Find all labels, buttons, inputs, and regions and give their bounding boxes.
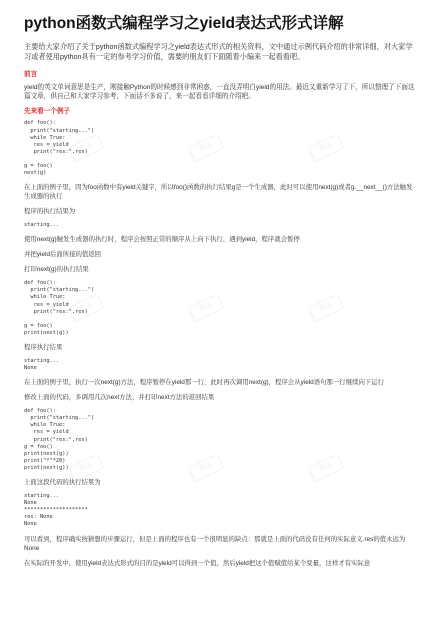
watermark: 课课: [68, 294, 104, 322]
explanation-paragraph: 可以看到，程序确实按猜想的步骤运行，但是上面的程序也有一个很明显的缺点：那就是上面的代码没有任何的实际意义.res的值永远为None: [24, 535, 406, 552]
watermark: 课课: [188, 294, 224, 322]
watermark: 课课: [308, 294, 344, 322]
code-block-3: def foo(): print("starting...") while True: res = yield print("res:",res) g = foo() print(next(g)) print("*"*20) print(next(g)): [24, 408, 95, 471]
output-block-1: starting...: [24, 222, 60, 229]
explanation-paragraph: 在实际的开发中，使用yield表达式形式的目的是yield可以得到一个值，然后yield把这个值赋值给某个变量，这样才有实际意: [24, 559, 371, 567]
watermark: 课课: [188, 454, 224, 482]
section-heading-first-example: 先来看一个例子: [24, 108, 71, 116]
article-intro: 主要给大家介绍了关于python函数式编程学习之yield表达式形式的相关资料，文中通过示例代码介绍的非常详细，对大家学习或者使用python具有一定的参考学习价值，需要的朋友们下面随着小编来一起看看吧。: [24, 42, 413, 61]
explanation-paragraph: 使用next(g)触发生成器的执行时，程序会按照正常的顺序从上向下执行，遇到yield，程序就会暂停: [24, 236, 300, 244]
code-block-1: def foo(): print("starting...") while True: res = yield print("res:",res) g = foo() next(g): [24, 120, 95, 177]
article: [24, 14, 416, 574]
watermark: 课课: [308, 134, 344, 162]
output-block-2: starting... None: [24, 358, 60, 372]
watermark: 课课: [308, 454, 344, 482]
result-label: 程序执行结果: [24, 344, 63, 351]
explanation-paragraph: 在上面的例子里，执行一次next(g)方法，程序暂停在yield那一行，此时再次调用next(g)，程序会从yield语句那一行继续向下运行: [24, 379, 385, 387]
explanation-paragraph: 修改上面的代码，多调用几次next方法，并打印next方法的返回结果: [24, 394, 215, 402]
preface-paragraph: yield的英文单词意思是生产，刚接触Python的时候感到非常困惑，一直没弄明白yield的用法。最近又重新学习了下，所以整理了下面这篇文章，供自己和大家学习参考，下面话不多说了，来一起看看详细的介绍吧。: [24, 84, 415, 101]
result-label: 上面这段代码的执行结果为: [24, 479, 101, 487]
explanation-paragraph: 打印next(g)的执行结果: [24, 266, 89, 274]
watermark: 课课: [68, 134, 104, 162]
section-heading-preface: 前言: [24, 71, 38, 78]
watermark: 课课: [68, 454, 104, 482]
article-title: python函数式编程学习之yield表达式形式详解: [24, 15, 344, 32]
code-block-2: def foo(): print("starting...") while True: res = yield print("res:",res) g = foo() print(next(g)): [24, 280, 95, 336]
explanation-paragraph: 在上面的例子里，因为foo函数中有yield关键字，所以foo()函数的执行结果g是一个生成器，此时可以使用next(g)或者g.__next__()方法触发生成器的执行: [24, 184, 413, 201]
result-label: 程序的执行结果为: [24, 208, 76, 216]
watermark: 课课: [188, 134, 224, 162]
output-block-3: starting... None ******************** res: None None: [24, 493, 88, 528]
explanation-paragraph: 并把yield后面所接的值返回: [24, 251, 102, 259]
